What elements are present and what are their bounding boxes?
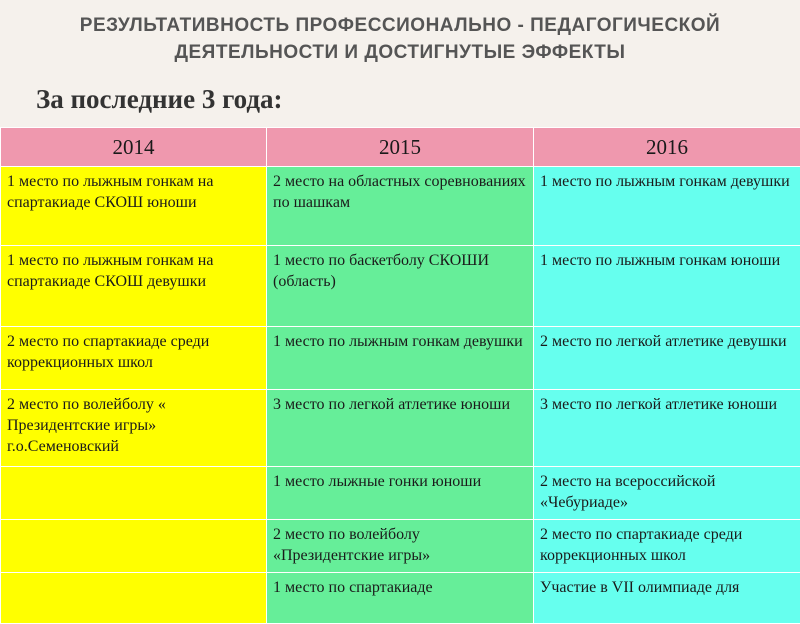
table-cell-2014: 1 место по лыжным гонкам на спартакиаде СКОШ юноши xyxy=(1,167,267,246)
slide-subtitle: За последние 3 года: xyxy=(36,84,283,115)
column-header-2015: 2015 xyxy=(267,128,534,167)
table-cell-2014 xyxy=(1,573,267,624)
table-cell-2015: 2 место по волейболу «Президентские игры» xyxy=(267,520,534,573)
slide-title-line-1: РЕЗУЛЬТАТИВНОСТЬ ПРОФЕССИОНАЛЬНО - ПЕДАГОГИЧЕСКОЙ xyxy=(0,12,800,39)
table-cell-2015: 1 место лыжные гонки юноши xyxy=(267,467,534,520)
column-header-2016: 2016 xyxy=(534,128,800,167)
table-cell-2016: 3 место по легкой атлетике юноши xyxy=(534,390,800,467)
table-row xyxy=(1,520,800,573)
table-row xyxy=(1,246,800,327)
table-cell-2016: 1 место по лыжным гонкам юноши xyxy=(534,246,800,327)
table-cell-2016: 1 место по лыжным гонкам девушки xyxy=(534,167,800,246)
table-cell-2014: 1 место по лыжным гонкам на спартакиаде СКОШ девушки xyxy=(1,246,267,327)
column-header-2014: 2014 xyxy=(1,128,267,167)
table-cell-2015: 3 место по легкой атлетике юноши xyxy=(267,390,534,467)
table-cell-2015: 1 место по спартакиаде xyxy=(267,573,534,624)
table-cell-2014: 2 место по спартакиаде среди коррекционных школ xyxy=(1,327,267,390)
slide-title xyxy=(0,12,800,66)
table-cell-2014 xyxy=(1,520,267,573)
table-cell-2016: 2 место по спартакиаде среди коррекционных школ xyxy=(534,520,800,573)
table-cell-2015: 2 место на областных соревнованиях по шашкам xyxy=(267,167,534,246)
table-cell-2016: 2 место по легкой атлетике девушки xyxy=(534,327,800,390)
table-cell-2016: Участие в VII олимпиаде для xyxy=(534,573,800,624)
table-row xyxy=(1,467,800,520)
table-row xyxy=(1,390,800,467)
table-cell-2016: 2 место на всероссийской «Чебуриаде» xyxy=(534,467,800,520)
table-cell-2015: 1 место по баскетболу СКОШИ (область) xyxy=(267,246,534,327)
table-row xyxy=(1,327,800,390)
table-header-row xyxy=(1,128,800,167)
table-cell-2014: 2 место по волейболу « Президентские игры» г.о.Семеновский xyxy=(1,390,267,467)
table-row xyxy=(1,573,800,624)
slide-title-line-2: ДЕЯТЕЛЬНОСТИ И ДОСТИГНУТЫЕ ЭФФЕКТЫ xyxy=(0,39,800,66)
results-table xyxy=(0,127,800,624)
table-cell-2014 xyxy=(1,467,267,520)
table-row xyxy=(1,167,800,246)
table-cell-2015: 1 место по лыжным гонкам девушки xyxy=(267,327,534,390)
